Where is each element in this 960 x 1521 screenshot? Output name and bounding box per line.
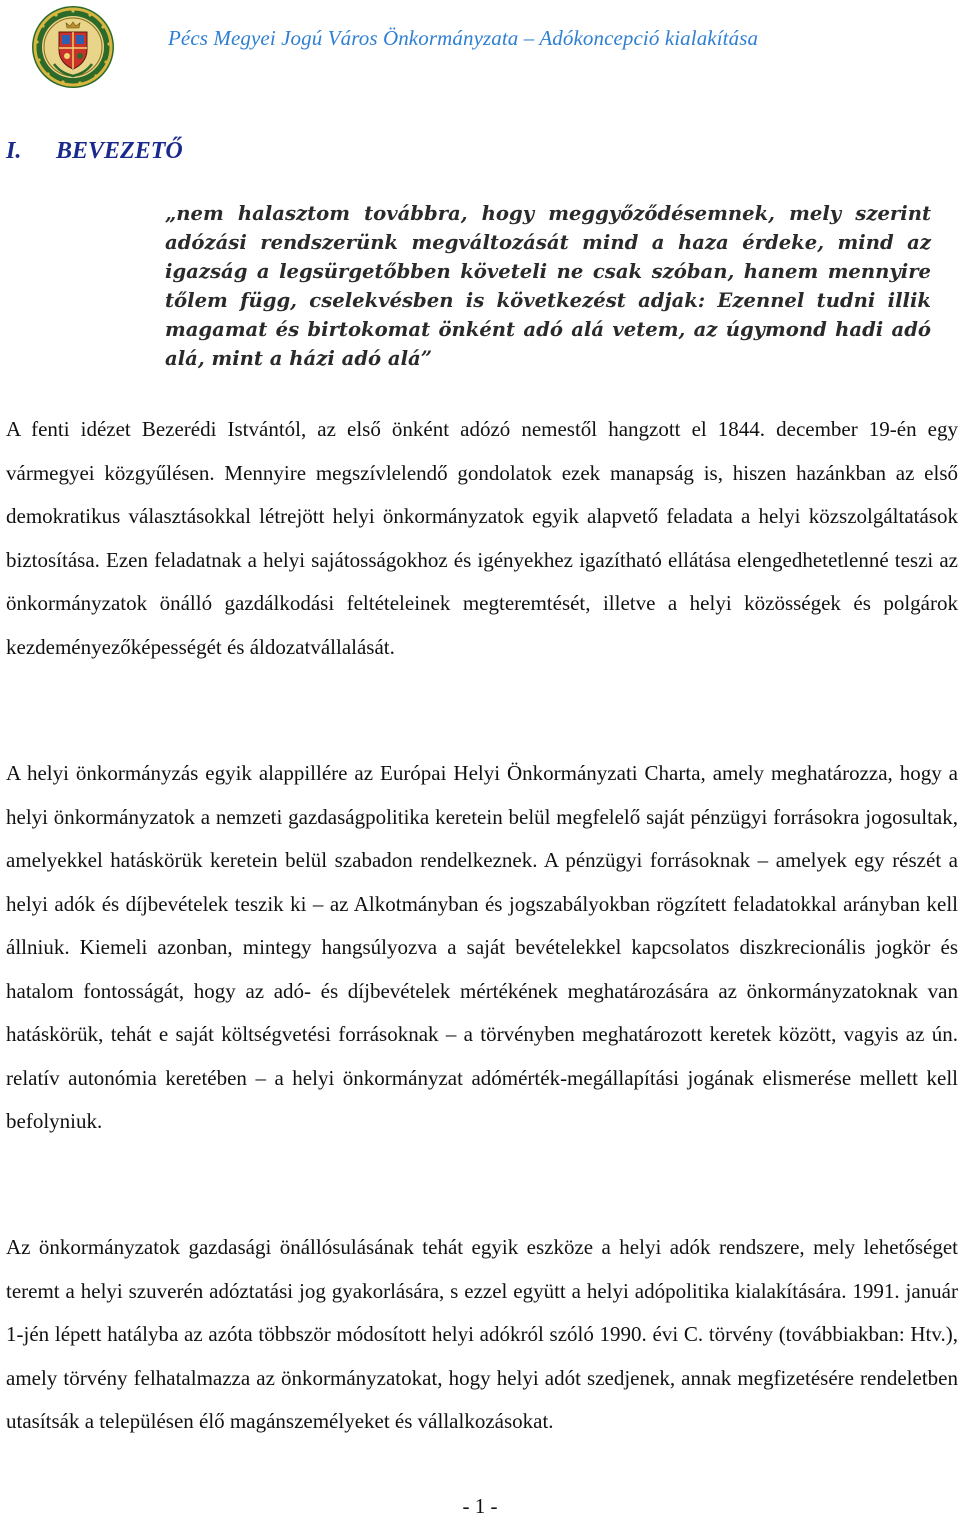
section-heading <box>6 138 183 165</box>
coat-of-arms-icon <box>30 4 116 90</box>
document-header-title: Pécs Megyei Jogú Város Önkormányzata – Adókoncepció kialakítása <box>168 26 759 50</box>
section-number: I. <box>6 138 22 164</box>
section-title: BEVEZETŐ <box>56 138 183 164</box>
body-paragraph-1: A fenti idézet Bezerédi Istvántól, az első önként adózó nemestől hangzott el 1844. december 19-én egy vármegyei közgyűlésen. Mennyire megszívlelendő gondolatok ezek manapság is, hiszen hazánkban az első demokratikus választásokkal létrejött helyi önkormányzatok egyik alapvető feladata a helyi közszolgáltatások biztosítása. Ezen feladatnak a helyi sajátosságokhoz és igényekhez igazítható ellátása elengedhetetlenné teszi az önkormányzatok önálló gazdálkodási feltételeinek megteremtését, illetve a helyi közösségek és polgárok kezdeményezőképességét és áldozatvállalását. <box>6 417 958 659</box>
opening-quote: „nem halasztom továbbra, hogy meggyőződésemnek, mely szerint adózási rendszerünk megváltozását mind a haza érdeke, mind az igazság a legsürgetőbben követeli ne csak szóban, hanem mennyire tőlem függ, cselekvésben is következést adjak: Ezennel tudni illik magamat és birtokomat önként adó alá vetem, az úgymond hadi adó alá, mint a házi adó alá” <box>165 202 931 370</box>
body-paragraph-3: Az önkormányzatok gazdasági önállósulásának tehát egyik eszköze a helyi adók rendszere, mely lehetőséget teremt a helyi szuverén adóztatási jog gyakorlására, s ezzel együtt a helyi adópolitika kialakítására. 1991. január 1-jén lépett hatályba az azóta többször módosított helyi adókról szóló 1990. évi C. törvény (továbbiakban: Htv.), amely törvény felhatalmazza az önkormányzatokat, hogy helyi adót szedjenek, annak megfizetésére rendeletben utasítsák a településen élő magánszemélyeket és vállalkozásokat. <box>6 1235 958 1433</box>
page-number: - 1 - <box>462 1494 498 1518</box>
body-paragraph-2: A helyi önkormányzás egyik alappillére az Európai Helyi Önkormányzati Charta, amely meghatározza, hogy a helyi önkormányzatok a nemzeti gazdaságpolitika keretein belül megfelelő saját pénzügyi forrásokra jogosultak, amelyekkel hatáskörük keretein belül szabadon rendelkeznek. A pénzügyi forrásoknak – amelyek egy részét a helyi adók és díjbevételek teszik ki – az Alkotmányban és jogszabályokban rögzített feladatokkal arányban kell állniuk. Kiemeli azonban, mintegy hangsúlyozva a saját bevételekkel kapcsolatos diszkrecionális jogkör és hatalom fontosságát, hogy az adó- és díjbevételek mértékének meghatározására az önkormányzatoknak van hatáskörük, tehát e saját költségvetési forrásoknak – a törvényben meghatározott keretek között, vagyis az ún. relatív autonómia keretében – a helyi önkormányzat adómérték-megállapítási jogának elismerése mellett kell befolyniuk. <box>6 761 958 1133</box>
page-header <box>0 0 960 90</box>
